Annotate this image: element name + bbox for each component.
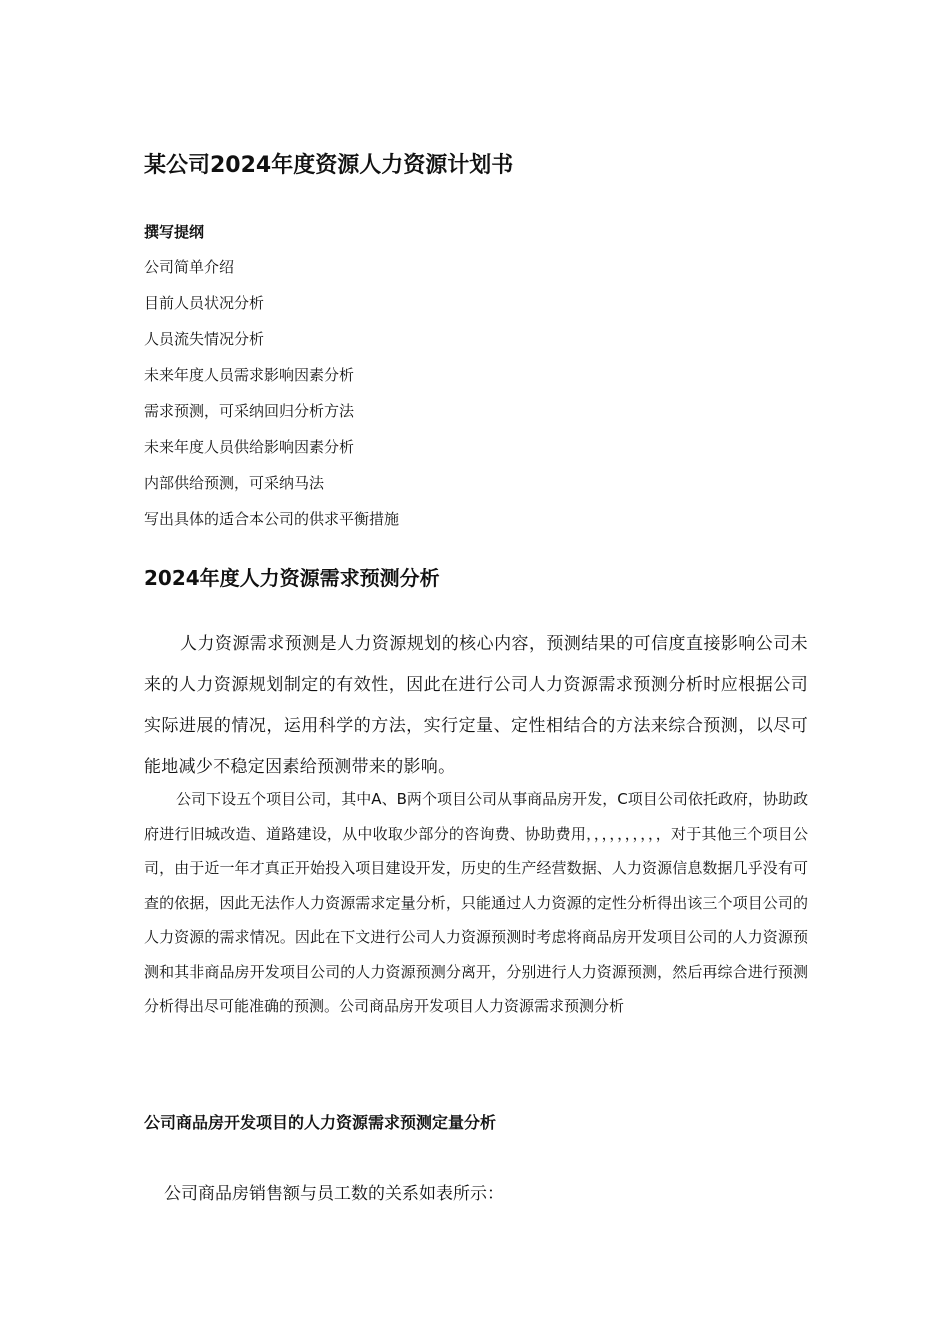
- outline-heading: 撰写提纲: [144, 223, 205, 241]
- section-heading: 2024年度人力资源需求预测分析: [144, 566, 440, 590]
- outline-item: 目前人员状况分析: [144, 294, 265, 312]
- outline-list: [144, 256, 399, 544]
- body-paragraph-table-intro: 公司商品房销售额与员工数的关系如表所示：: [164, 1184, 504, 1204]
- outline-item: 未来年度人员需求影响因素分析: [144, 366, 355, 384]
- body-paragraph-intro: 人力资源需求预测是人力资源规划的核心内容，预测结果的可信度直接影响公司未来的人力资源规划制定的有效性，因此在进行公司人力资源需求预测分析时应根据公司实际进展的情况，运用科学的方法，实行定量、定性相结合的方法来综合预测，以尽可能地减少不稳定因素给预测带来的影响。: [144, 634, 808, 777]
- outline-item: 未来年度人员供给影响因素分析: [144, 438, 355, 456]
- body-paragraph-companies: 公司下设五个项目公司，其中A、B两个项目公司从事商品房开发，C项目公司依托政府，协助政府进行旧城改造、道路建设，从中收取少部分的咨询费、协助费用，，，，，，，，，，对于其他三个项目公司，由于近一年才真正开始投入项目建设开发，历史的生产经营数据、人力资源信息数据几乎没有可查的依据，因此无法作人力资源需求定量分析，只能通过人力资源的定性分析得出该三个项目公司的人力资源的需求情况。因此在下文进行公司人力资源预测时考虑将商品房开发项目公司的人力资源预测和其非商品房开发项目公司的人力资源预测分离开，分别进行人力资源预测，然后再综合进行预测分析得出尽可能准确的预测。公司商品房开发项目人力资源需求预测分析: [144, 790, 808, 1015]
- outline-item: 写出具体的适合本公司的供求平衡措施: [144, 510, 400, 528]
- outline-item: 需求预测，可采纳回归分析方法: [144, 402, 355, 420]
- outline-item: 内部供给预测，可采纳马法: [144, 474, 325, 492]
- subsection-heading: 公司商品房开发项目的人力资源需求预测定量分析: [144, 1113, 497, 1132]
- document-title: 某公司2024年度资源人力资源计划书: [144, 153, 514, 178]
- outline-item: 公司简单介绍: [144, 258, 235, 276]
- outline-item: 人员流失情况分析: [144, 330, 265, 348]
